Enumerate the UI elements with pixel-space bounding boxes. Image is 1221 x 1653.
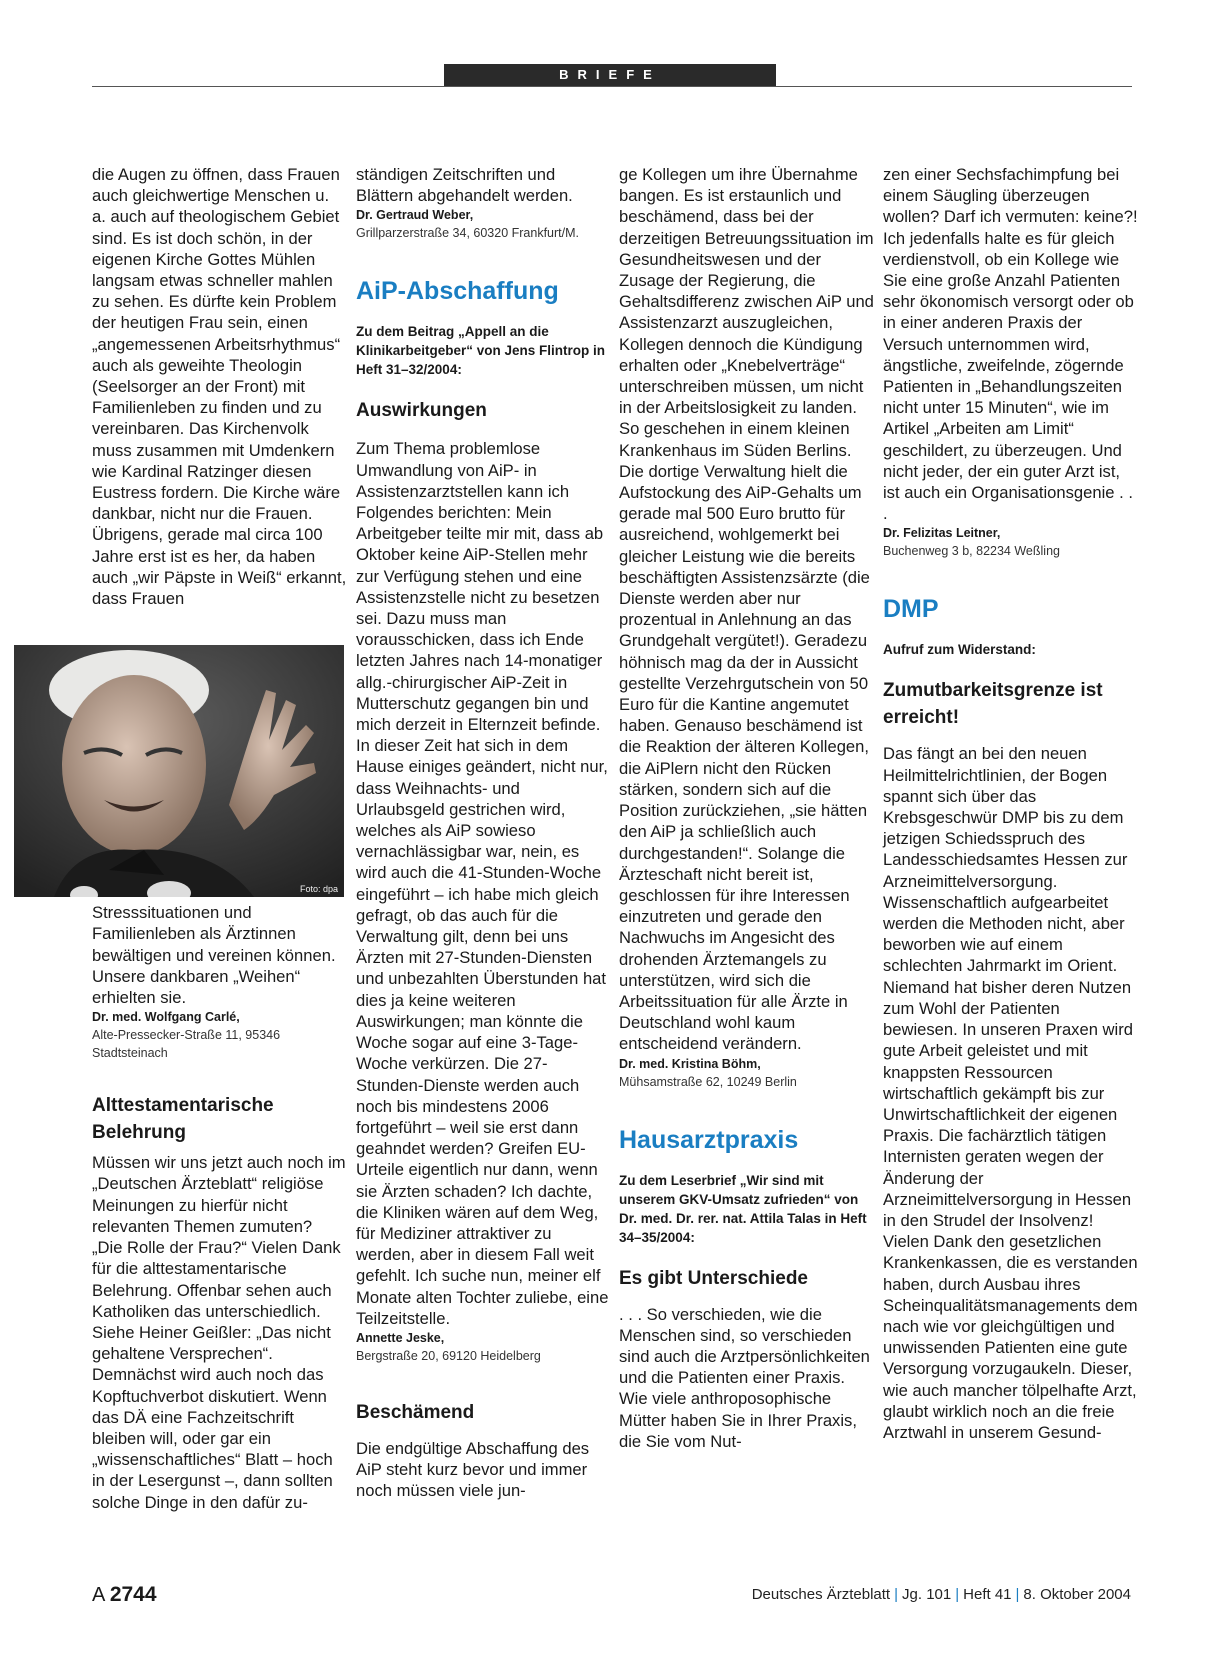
journal-name: Deutsches Ärzteblatt [751,1586,891,1603]
letter-text: Die endgültige Abschaffung des AiP steht kurz bevor und immer noch müssen viele jun- [356,1438,590,1501]
separator: | [955,1586,960,1603]
letter-address: Mühsamstraße 62, 10249 Berlin [619,1074,797,1089]
header-rule [92,86,1132,87]
letter-heading: Es gibt Unterschiede [619,1267,808,1289]
column-3 [619,164,874,1452]
reference-note: Aufruf zum Widerstand: [883,642,1036,658]
issue-date: 8. Oktober 2004 [1023,1586,1131,1603]
letter-author: Dr. Gertraud Weber, [356,208,474,223]
page-number-value: 2744 [109,1583,157,1606]
issue-info [752,1586,1131,1603]
reference-note: Zu dem Beitrag „Appell an die Klinikarbeitgeber“ von Jens Flintrop in Heft 31–32/2004: [356,324,606,378]
portrait-photo [14,645,344,897]
letter-heading: Auswirkungen [356,400,487,422]
reference-note: Zu dem Leserbrief „Wir sind mit unserem GKV-Umsatz zufrieden“ von Dr. med. Dr. rer. nat. Attila Talas in Heft 34–35/2004: [619,1172,867,1245]
section-label: BRIEFE [444,64,776,86]
letter-heading: Alttestamentarische Belehrung [92,1095,274,1144]
letter-heading: Zumutbarkeitsgrenze ist erreicht! [883,680,1103,729]
letter-text: Müssen wir uns jetzt auch noch im „Deutschen Ärzteblatt“ religiöse Meinungen zu hierfür nicht relevanten Themen zumuten? „Die Rolle der Frau?“ Vielen Dank für die alttestamentarische Belehrung. Offenbar sehen auch Katholiken das unterschiedlich. Siehe Heiner Geißler: „Das nicht gehaltene Versprechen“. Demnächst wird auch noch das Kopftuchverbot diskutiert. Wenn das DÄ eine Fachzeitschrift bleiben will, oder gar ein „wissenschaftliches“ Blatt – hoch in der Lesergunst –, dann sollten solche Dinge in den dafür zu- [92,1153,346,1512]
journal-volume: Jg. 101 [902,1586,952,1603]
photo-credit: Foto: dpa [299,884,338,894]
letter-text: ständigen Zeitschriften und Blättern abgehandelt werden. [356,165,573,206]
page-prefix: A [92,1584,105,1606]
letter-text: Zum Thema problemlose Umwandlung von AiP- in Assistenzarztstellen kann ich Folgendes berichten: Mein Arbeitgeber teilte mir mit, dass ab Oktober keine AiP-Stellen mehr zur Verfügung stehen und eine Assistenzstelle nicht zu besetzen sei. Dazu muss man vorausschicken, dass ich Ende letzten Jahres nach 14-monatiger allg.-chirurgischer AiP-Zeit in Mutterschutz gegangen bin und mich derzeit in Elternzeit befinde. In dieser Zeit hat sich in dem Hause einiges geändert, nicht nur, dass Weihnachts- und Urlaubsgeld gestrichen wird, welches als AiP sowieso vernachlässigbar war, nein, es wird auch die 41-Stunden-Woche eingeführt – ich habe mich gleich gefragt, ob das auch für die Verwaltung gilt, denn bei uns Ärzten mit 27-Stunden-Diensten und unbezahlten Überstunden hat dies ja keine weiteren Auswirkungen; man könnte die Woche sogar auf eine 3-Tage-Woche verkürzen. Die 27-Stunden-Dienste werden auch noch bis mindestens 2006 fortgeführt – weil sie erst dann geahndet werden? Greifen EU-Urteile eigentlich nur dann, wenn sie Ärzten schaden? Ich dachte, die Kliniken wären auf dem Weg, für Mediziner attraktiver zu werden, aber in diesem Fall weit gefehlt. Ich suche nun, meiner elf Monate alten Tochter zuliebe, eine Teilzeitstelle. [356,439,609,1328]
letter-text: Das fängt an bei den neuen Heilmittelrichtlinien, der Bogen spannt sich über das Krebsgeschwür DMP bis zu dem jetzigen Schiedsspruch des Landesschiedsamtes Hessen zur Arzneimittelversorgung. Wissenschaftlich aufgearbeitet werden die Methoden nicht, aber beworben wie auf einem schlechten Jahrmarkt im Orient. Niemand hat bisher deren Nutzen zum Wohl der Patienten bewiesen. In unseren Praxen wird gute Arbeit geleistet und mit knappsten Ressourcen wirtschaftlich gekämpft bis zur Unwirtschaftlichkeit der eigenen Praxis. Die fachärztlich tätigen Internisten geraten wegen der Änderung der Arzneimittelversorgung in Hessen in den Strudel der Insolvenz! Vielen Dank den gesetzlichen Krankenkassen, die es verstanden haben, durch Ausbau ihres Scheinqualitätsmanagements dem nach wie vor gleichgültigen und unwissenden Patienten eine gute Versorgung vorzugaukeln. Dieser, wie auch mancher tölpelhafte Arzt, glaubt wirklich noch an die freie Arztwahl in unserem Gesund- [883,744,1138,1442]
letter-text: Ich jedenfalls halte es für gleich verdienstvoll, ob ein Kollege wie Sie eine große Anzahl Patienten sehr ökonomisch versorgt oder ob in einer anderen Praxis der Versuch unternommen wird, ängstliche, zweifelnde, zögernde Patienten in „Behandlungszeiten nicht unter 15 Minuten“, wie im Artikel „Arbeiten am Limit“ geschildert, zu überzeugen. Und nicht jeder, der ein guter Arzt ist, ist auch ein Organisationsgenie . . . [883,228,1134,524]
separator: | [894,1586,899,1603]
topic-heading: Hausarztpraxis [619,1125,799,1154]
letter-heading: Beschämend [356,1401,475,1423]
portrait-illustration [14,645,344,897]
column-2 [356,164,611,1502]
letter-text: zen einer Sechsfachimpfung bei einem Säugling überzeugen wollen? Darf ich vermuten: keine?! [883,165,1138,227]
letter-text: Stresssituationen und Familienleben als Ärztinnen bewältigen und vereinen können. Unsere dankbaren „Weihen“ erhielten sie. [92,903,336,1008]
separator: | [1015,1586,1020,1603]
column-4 [883,164,1138,1443]
topic-heading: DMP [883,595,939,624]
letter-address: Buchenweg 3 b, 82234 Weßling [883,544,1060,559]
letter-address: Grillparzerstraße 34, 60320 Frankfurt/M. [356,226,579,241]
letter-text: . . . So verschieden, wie die Menschen sind, so verschieden sind auch die Arztpersönlichkeiten und die Patienten einer Praxis. Wie viele anthroposophische Mütter haben Sie in Ihrer Praxis, die Sie vom Nut- [619,1304,870,1451]
letter-author: Dr. med. Wolfgang Carlé, [92,1010,240,1025]
page-number [92,1583,157,1607]
letter-text: die Augen zu öffnen, dass Frauen auch gleichwertige Menschen u. a. auch auf theologischem Gebiet sind. Es ist doch schön, in der eigenen Kirche Gottes Mühlen langsam etwas schneller mahlen zu sehen. Es dürfte kein Problem der heutigen Frau sein, einen „angemessenen Arbeitsrhythmus“ auch als geweihte Theologin (Seelsorger an der Front) mit Familienleben zu finden und zu vereinbaren. Das Kirchenvolk muss zusammen mit Umdenkern wie Kardinal Ratzinger diesen Eustress fordern. Die Kirche wäre dankbar, nicht nur die Frauen. Übrigens, gerade mal circa 100 Jahre erst ist es her, da haben auch „wir Päpste in Weiß“ erkannt, dass Frauen [92,165,347,609]
topic-heading: AiP-Abschaffung [356,277,559,306]
letter-text: ge Kollegen um ihre Übernahme bangen. Es ist erstaunlich und beschämend, dass bei der derzeitigen Betreuungssituation im Gesundheitswesen und der Zusage der Regierung, die Gehaltsdifferenz zwischen AiP und Assistenzarzt auszugleichen, Kollegen dennoch die Kündigung erhalten oder „Knebelverträge“ unterschreiben müssen, um nicht in der Arbeitslosigkeit zu landen. So geschehen in einem kleinen Krankenhaus im Süden Berlins. Die dortige Verwaltung hielt die Aufstockung des AiP-Gehalts um gerade mal 500 Euro brutto für ausreichend, wohlgemerkt bei gleicher Leistung wie die bereits beschäftigten Assistenzsärzte (die Dienste werden aber nur prozentual in Anlehnung an das Grundgehalt vergütet!). Geradezu höhnisch mag da der in Aussicht gestellte Verzehrgutschein von 50 Euro für die Kantine angemutet haben. Genauso beschämend ist die Reaktion der älteren Kollegen, die AiPlern nicht den Rücken stärken, sondern sich auf die Position zurückziehen, „sie hätten den AiP ja schließlich auch durchgestanden!“. Solange die Ärzteschaft nicht bereit ist, geschlossen für ihre Interessen einzutreten und gerade den Nachwuchs im Angesicht des drohenden Ärztemangels zu unterstützen, wird sich die Arbeitssituation für alle Ärzte in Deutschland wohl kaum entscheidend verändern. [619,165,874,1054]
letter-address: Alte-Pressecker-Straße 11, 95346 Stadtsteinach [92,1028,281,1061]
letter-author: Dr. Felizitas Leitner, [883,526,1001,541]
letter-author: Annette Jeske, [356,1330,445,1345]
letter-address: Bergstraße 20, 69120 Heidelberg [356,1348,541,1363]
journal-issue: Heft 41 [963,1586,1012,1603]
letter-author: Dr. med. Kristina Böhm, [619,1056,761,1071]
